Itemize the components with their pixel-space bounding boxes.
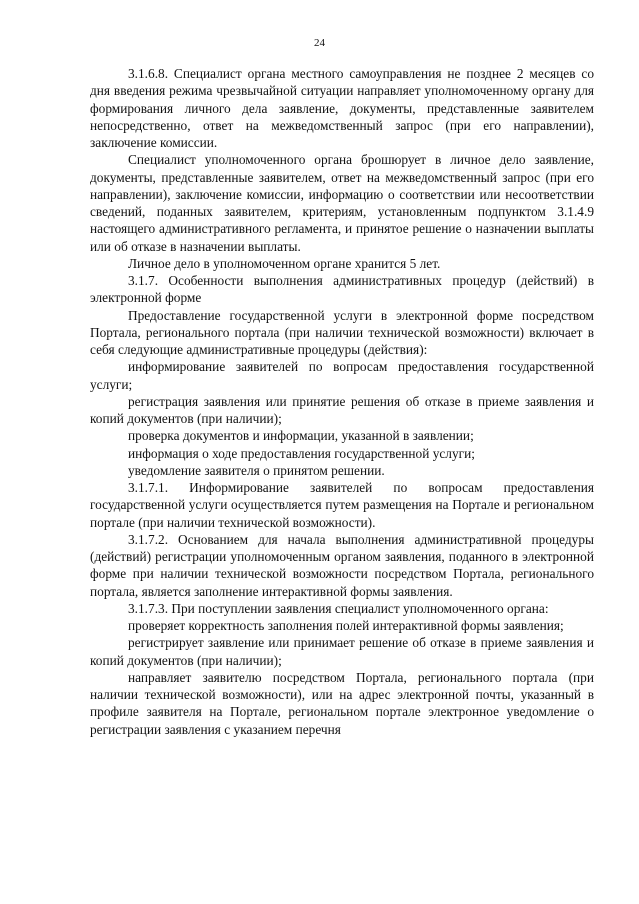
paragraph-3-1-7-2: 3.1.7.2. Основанием для начала выполнения административной процедуры (действий) регистрации уполномоченным органом заявления, поданного в электронной форме при наличии технической возможности посредством Портала, регионального портала, является заполнение интерактивной формы заявления.	[90, 531, 594, 599]
paragraph-3-1-6-8: 3.1.6.8. Специалист органа местного самоуправления не позднее 2 месяцев со дня введения режима чрезвычайной ситуации направляет уполномоченному органу для формирования личного дела заявление, документы, представленные заявителем непосредственно, ответ на межведомственный запрос (при его направлении), заключение комиссии.	[90, 66, 594, 150]
paragraph-storage-period: Личное дело в уполномоченном органе хранится 5 лет.	[128, 255, 441, 271]
list-item-informing: информирование заявителей по вопросам предоставления государственной услуги;	[90, 359, 594, 392]
document-body	[90, 65, 594, 738]
list-item-send-notification: направляет заявителю посредством Портала, регионального портала (при наличии технической возможности), или на адрес электронной почты, указанный в профиле заявителя на Портале, региональном портале электронное уведомление о регистрации заявления с указанием перечня	[90, 669, 594, 737]
list-item-document-check: проверка документов и информации, указанной в заявлении;	[128, 428, 474, 444]
page-number: 24	[314, 37, 325, 49]
list-item-registration: регистрация заявления или принятие решения об отказе в приеме заявления и копий документов (при наличии);	[90, 393, 594, 426]
paragraph-3-1-7-3: 3.1.7.3. При поступлении заявления специалист уполномоченного органа:	[128, 600, 549, 616]
list-item-register-application: регистрирует заявление или принимает решение об отказе в приеме заявления и копий документов (при наличии);	[90, 635, 594, 668]
list-item-progress-info: информация о ходе предоставления государственной услуги;	[128, 445, 475, 461]
paragraph-3-1-7-1: 3.1.7.1. Информирование заявителей по вопросам предоставления государственной услуги осуществляется путем размещения на Портале и региональном портале (при наличии технической возможности).	[90, 480, 594, 530]
paragraph-3-1-7-heading: 3.1.7. Особенности выполнения административных процедур (действий) в электронной форме	[90, 273, 594, 306]
paragraph-personal-file-binding: Специалист уполномоченного органа брошюрует в личное дело заявление, документы, представленные заявителем, ответ на межведомственный запрос (при его направлении), заключение комиссии, информацию о соответствии или несоответствии сведений, поданных заявителем, критериям, установленным подпунктом 3.1.4.9 настоящего административного регламента, и принятое решение о назначении выплаты или об отказе в назначении выплаты.	[90, 152, 594, 254]
paragraph-electronic-service-intro: Предоставление государственной услуги в электронной форме посредством Портала, регионального портала (при наличии технической возможности) включает в себя следующие административные процедуры (действия):	[90, 307, 594, 357]
list-item-check-form: проверяет корректность заполнения полей интерактивной формы заявления;	[128, 618, 564, 633]
list-item-decision-notice: уведомление заявителя о принятом решении.	[128, 462, 385, 478]
